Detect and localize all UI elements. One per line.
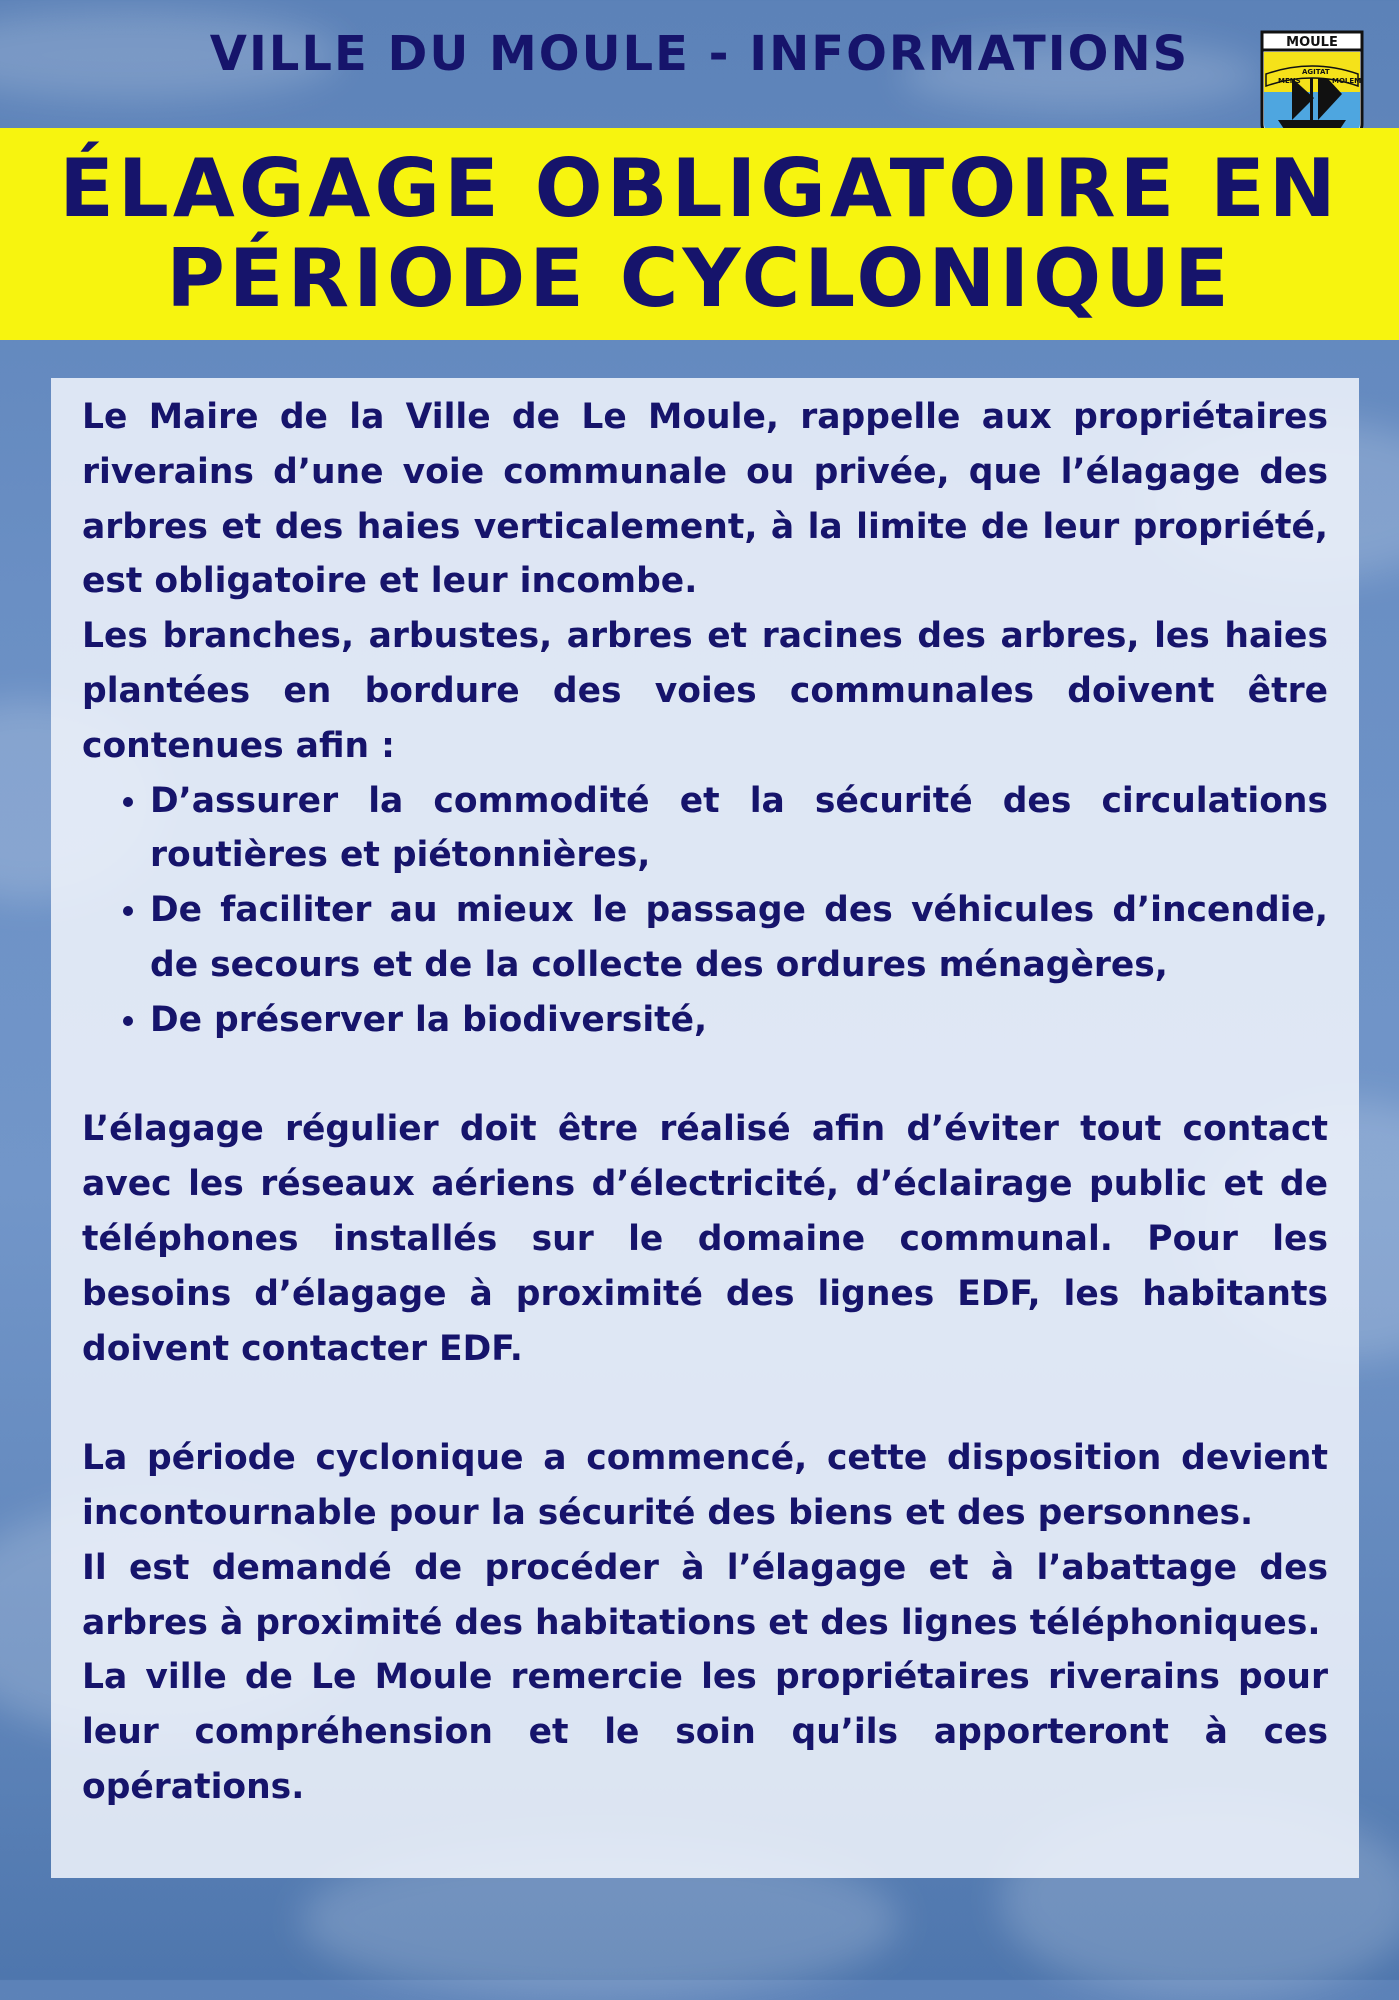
paragraph-requirements: Les branches, arbustes, arbres et racines des arbres, les haies plantées en bordure des voies communales doivent être contenues afin : bbox=[82, 616, 1328, 766]
requirements-list bbox=[82, 774, 1328, 1048]
list-item: • De faciliter au mieux le passage des véhicules d’incendie, de secours et de la collecte des ordures ménagères, bbox=[150, 883, 1328, 993]
paragraph-intro: Le Maire de la Ville de Le Moule, rappelle aux propriétaires riverains d’une voie communale ou privée, que l’élagage des arbres et des haies verticalement, à la limite de leur propriété, est obligatoire et leur incombe. bbox=[82, 397, 1328, 602]
header-title: VILLE DU MOULE - INFORMATIONS bbox=[209, 26, 1190, 82]
paragraph-request: Il est demandé de procéder à l’élagage et à l’abattage des arbres à proximité des habitations et des lignes téléphoniques. bbox=[82, 1547, 1328, 1643]
paragraph-cyclone-season: La période cyclonique a commencé, cette disposition devient incontournable pour la sécurité des biens et des personnes. bbox=[82, 1438, 1328, 1533]
notice-body bbox=[82, 390, 1328, 1815]
paragraph-networks: L’élagage régulier doit être réalisé afin d’éviter tout contact avec les réseaux aériens d’électricité, d’éclairage public et de téléphones installés sur le domaine communal. Pour les besoins d’élagage à proximité des lignes EDF, les habitants doivent contacter EDF. bbox=[82, 1109, 1328, 1369]
banner-title-line-1: ÉLAGAGE OBLIGATOIRE EN bbox=[59, 142, 1340, 235]
logo-motto-2: AGITAT bbox=[1302, 68, 1330, 76]
logo-motto-1: MENS bbox=[1278, 77, 1301, 85]
logo-city-label: MOULE bbox=[1286, 35, 1338, 50]
paragraph-thanks: La ville de Le Moule remercie les propriétaires riverains pour leur compréhension et le soin qu’ils apporteront à ces opérations. bbox=[82, 1657, 1328, 1807]
banner-title-line-2: PÉRIODE CYCLONIQUE bbox=[166, 232, 1233, 325]
title-banner bbox=[0, 128, 1399, 340]
list-item: • D’assurer la commodité et la sécurité des circulations routières et piétonnières, bbox=[150, 774, 1328, 884]
logo-motto-3: MOLEM bbox=[1332, 77, 1362, 85]
list-item: • De préserver la biodiversité, bbox=[150, 993, 1328, 1048]
